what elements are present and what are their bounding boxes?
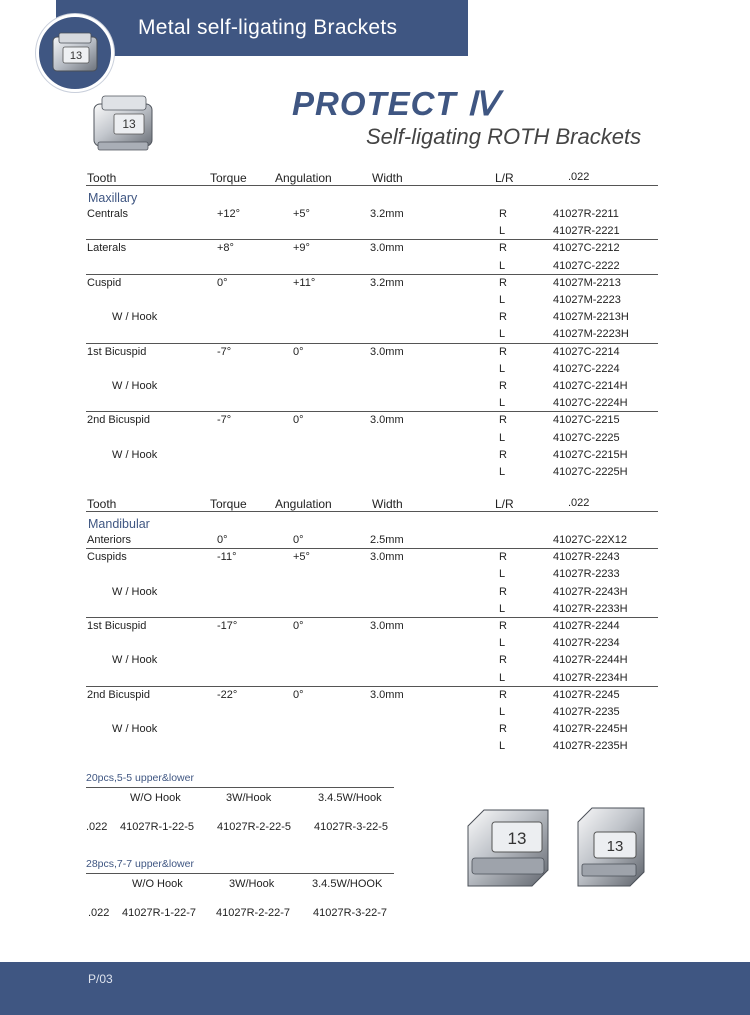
side-value: L: [499, 706, 506, 718]
angulation-value: +5°: [293, 208, 310, 220]
kit-code: 41027R-3-22-5: [314, 821, 388, 833]
torque-value: -7°: [217, 345, 232, 358]
part-code: 41027R-2233: [553, 568, 620, 581]
angulation-value: 0°: [293, 345, 304, 358]
part-code: 41027R-2235H: [553, 740, 628, 753]
brand-subtitle: Self-ligating ROTH Brackets: [366, 124, 642, 149]
side-value: R: [499, 242, 507, 255]
tooth-name: Cuspid: [87, 276, 122, 289]
part-code: 41027C-2212: [553, 242, 620, 255]
kit-col-3w-hook: 3W/Hook: [226, 792, 272, 804]
side-value: R: [499, 345, 507, 358]
kit-slot: .022: [86, 821, 108, 833]
footer-bar: [0, 962, 750, 1015]
row-divider: [86, 411, 658, 412]
side-value: R: [499, 208, 507, 220]
kit-code: 41027R-2-22-7: [216, 907, 290, 919]
hook-variant: W / Hook: [112, 723, 158, 736]
side-value: L: [499, 602, 506, 615]
kit-code: 41027R-2-22-5: [217, 821, 291, 833]
side-value: L: [499, 431, 506, 444]
width-value: 3.0mm: [370, 345, 404, 358]
col-torque: Torque: [210, 171, 247, 185]
side-value: R: [499, 585, 507, 598]
bracket-marking: 13: [122, 117, 136, 131]
part-code: 41027R-2233H: [553, 602, 628, 615]
kit-code: 41027R-3-22-7: [313, 907, 387, 919]
table-row: [86, 723, 658, 740]
col-width: Width: [372, 171, 403, 185]
page-number: P/03: [88, 972, 113, 986]
badge-marking: 13: [69, 50, 83, 62]
header-rule: [86, 185, 658, 186]
part-code: 41027M-2213: [553, 276, 621, 289]
bracket-top-image: [88, 92, 160, 156]
section-label-maxillary: Maxillary: [88, 191, 138, 205]
part-code: 41027C-2222: [553, 259, 620, 272]
col-lr: L/R: [495, 497, 514, 511]
part-code: 41027R-2221: [553, 225, 620, 238]
header-badge: [36, 14, 114, 92]
torque-value: -7°: [217, 414, 232, 427]
part-code: 41027R-2244: [553, 620, 620, 632]
width-value: 3.0mm: [370, 242, 404, 255]
angulation-value: +11°: [293, 276, 316, 289]
kit-title: 28pcs,7-7 upper&lower: [86, 858, 194, 870]
tooth-name: Centrals: [87, 208, 128, 220]
torque-value: 0°: [217, 276, 228, 289]
table-row: [86, 414, 658, 431]
col-slot: .022: [568, 171, 590, 183]
tooth-name: 2nd Bicuspid: [87, 414, 150, 427]
angulation-value: 0°: [293, 620, 304, 632]
part-code: 41027C-22X12: [553, 534, 628, 546]
part-code: 41027R-2243: [553, 551, 620, 564]
row-divider: [86, 343, 658, 344]
table-row: [86, 637, 658, 654]
part-code: 41027R-2235: [553, 706, 620, 718]
kit-rule: [86, 873, 394, 874]
side-value: L: [499, 740, 506, 753]
table-row: [86, 311, 658, 328]
width-value: 3.0mm: [370, 551, 404, 564]
table-row: [86, 277, 658, 294]
kit-col-345w-hook: 3.4.5W/Hook: [318, 792, 382, 804]
table-row: [86, 568, 658, 585]
hook-variant: W / Hook: [112, 654, 158, 667]
table-row: [86, 466, 658, 483]
torque-value: -22°: [217, 688, 238, 701]
side-value: R: [499, 551, 507, 564]
row-divider: [86, 686, 658, 687]
col-torque: Torque: [210, 497, 247, 511]
part-code: 41027R-2245: [553, 688, 620, 701]
side-value: L: [499, 294, 506, 306]
bracket-front-marking: 13: [507, 829, 527, 848]
part-code: 41027R-2243H: [553, 585, 628, 598]
tooth-name: 2nd Bicuspid: [87, 688, 150, 701]
col-width: Width: [372, 497, 403, 511]
col-angulation: Angulation: [275, 497, 332, 511]
side-value: L: [499, 225, 506, 238]
width-value: 3.0mm: [370, 688, 404, 701]
tooth-name: Anteriors: [87, 534, 132, 546]
table-row: [86, 242, 658, 259]
angulation-value: 0°: [293, 414, 304, 427]
side-value: L: [499, 466, 506, 478]
table-row: [86, 208, 658, 225]
angulation-value: +9°: [293, 242, 310, 255]
row-divider: [86, 548, 658, 549]
torque-value: +12°: [217, 208, 241, 220]
kit-code: 41027R-1-22-7: [122, 907, 196, 919]
part-code: 41027M-2213H: [553, 311, 629, 324]
side-value: L: [499, 397, 506, 410]
torque-value: 0°: [217, 534, 228, 546]
part-code: 41027R-2244H: [553, 654, 628, 667]
hook-variant: W / Hook: [112, 585, 158, 598]
part-code: 41027C-2225H: [553, 466, 628, 478]
kit-col-3w-hook: 3W/Hook: [229, 878, 275, 890]
side-value: L: [499, 637, 506, 650]
row-divider: [86, 617, 658, 618]
bracket-front-image: [458, 800, 558, 892]
torque-value: +8°: [217, 242, 234, 255]
table-row: [86, 706, 658, 723]
kit-col-wo-hook: W/O Hook: [132, 878, 183, 890]
side-value: L: [499, 568, 506, 581]
angulation-value: +5°: [293, 551, 310, 564]
width-value: 2.5mm: [370, 534, 404, 546]
header-rule: [86, 511, 658, 512]
part-code: 41027C-2215: [553, 414, 620, 427]
part-code: 41027C-2215H: [553, 448, 628, 461]
side-value: R: [499, 276, 507, 289]
table-row: [86, 294, 658, 311]
col-slot: .022: [568, 497, 590, 509]
side-value: L: [499, 362, 506, 375]
col-tooth: Tooth: [87, 497, 117, 511]
side-value: R: [499, 654, 507, 667]
part-code: 41027M-2223H: [553, 328, 629, 341]
table-row: [86, 586, 658, 603]
bracket-badge-icon: [39, 17, 111, 89]
table-row: [86, 432, 658, 449]
kit-col-345w-hook: 3.4.5W/HOOK: [312, 878, 383, 890]
width-value: 3.0mm: [370, 414, 404, 427]
side-value: R: [499, 688, 507, 701]
kit-rule: [86, 787, 394, 788]
hook-variant: W / Hook: [112, 448, 158, 461]
side-value: R: [499, 311, 507, 324]
tooth-name: Cuspids: [87, 551, 127, 564]
hook-variant: W / Hook: [112, 380, 158, 392]
tooth-name: Laterals: [87, 242, 127, 255]
tooth-name: 1st Bicuspid: [87, 620, 147, 632]
col-angulation: Angulation: [275, 171, 332, 185]
bracket-side-image: [570, 800, 652, 892]
table-row: [86, 346, 658, 363]
kit-title: 20pcs,5-5 upper&lower: [86, 772, 194, 784]
part-code: 41027C-2214: [553, 345, 620, 358]
part-code: 41027R-2245H: [553, 723, 628, 736]
side-value: L: [499, 671, 506, 684]
col-tooth: Tooth: [87, 171, 117, 185]
kit-slot: .022: [88, 907, 110, 919]
hook-variant: W / Hook: [112, 311, 158, 324]
table-row: [86, 654, 658, 671]
side-value: R: [499, 448, 507, 461]
table-row: [86, 363, 658, 380]
torque-value: -17°: [217, 620, 238, 632]
torque-value: -11°: [217, 551, 237, 564]
table-row: [86, 620, 658, 637]
kit-code: 41027R-1-22-5: [120, 821, 194, 833]
part-code: 41027C-2214H: [553, 380, 628, 392]
section-label-mandibular: Mandibular: [88, 517, 150, 531]
brand-title: PROTECT Ⅳ: [292, 85, 499, 122]
table-row: [86, 740, 658, 757]
header-title: Metal self-ligating Brackets: [138, 16, 398, 39]
angulation-value: 0°: [293, 688, 304, 701]
part-code: 41027R-2234: [553, 637, 620, 650]
col-lr: L/R: [495, 171, 514, 185]
side-value: R: [499, 414, 507, 427]
row-divider: [86, 239, 658, 240]
part-code: 41027C-2225: [553, 431, 620, 444]
angulation-value: 0°: [293, 534, 304, 546]
tooth-name: 1st Bicuspid: [87, 345, 147, 358]
part-code: 41027R-2234H: [553, 671, 628, 684]
part-code: 41027C-2224H: [553, 397, 628, 410]
table-row: [86, 380, 658, 397]
width-value: 3.2mm: [370, 208, 404, 220]
side-value: L: [499, 259, 506, 272]
width-value: 3.2mm: [370, 276, 404, 289]
part-code: 41027M-2223: [553, 294, 621, 306]
side-value: R: [499, 620, 507, 632]
part-code: 41027C-2224: [553, 362, 620, 375]
table-row: [86, 689, 658, 706]
table-row: [86, 449, 658, 466]
row-divider: [86, 274, 658, 275]
kit-col-wo-hook: W/O Hook: [130, 792, 181, 804]
side-value: R: [499, 723, 507, 736]
bracket-side-marking: 13: [606, 838, 624, 855]
side-value: R: [499, 380, 507, 392]
side-value: L: [499, 328, 506, 341]
width-value: 3.0mm: [370, 620, 404, 632]
part-code: 41027R-2211: [553, 208, 619, 220]
table-row: [86, 551, 658, 568]
